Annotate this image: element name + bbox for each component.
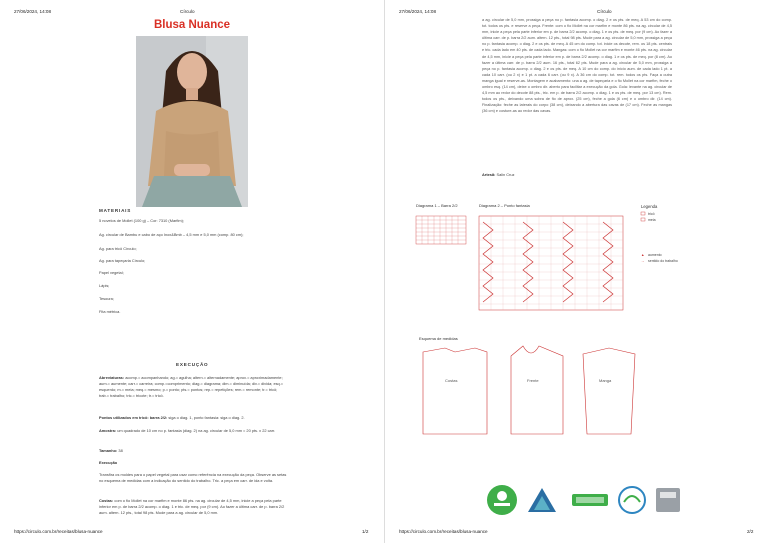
points-label: Pontos utilizados em tricô: barra 2/2: <box>99 415 168 420</box>
material-item: Ag. para tapeçaria Círculo; <box>99 258 146 263</box>
abbreviations <box>99 375 287 399</box>
back-piece <box>99 498 287 522</box>
diagram1-grid <box>416 216 466 244</box>
points-used <box>99 415 287 421</box>
footer-url[interactable]: https://circulo.com.br/receitas/blusa-nuance <box>14 529 103 534</box>
size-text: 38 <box>118 448 123 453</box>
footer-url[interactable]: https://circulo.com.br/receitas/blusa-nuance <box>399 529 488 534</box>
page-number: 2/2 <box>747 529 754 534</box>
execution-heading: EXECUÇÃO <box>176 362 209 367</box>
sample <box>99 428 287 434</box>
artist-name: Salin Cruz <box>496 172 515 177</box>
measurement-schema <box>423 346 635 434</box>
material-item: Ag. circular de Bambu e cabo de aço Inox&Bmb – 4,5 mm e 5,0 mm (comp. 80 cm); <box>99 232 244 237</box>
material-item: Ag. para tricô Círculo; <box>99 246 137 251</box>
artist-credit <box>482 172 514 178</box>
piece-label: Frente <box>527 378 539 383</box>
material-item: 5 novelos de Mollet (100 g) – Cor: 7310 (Marfim); <box>99 218 184 223</box>
materials-heading: MATERIAIS <box>99 208 132 213</box>
instructions-continued: a ag. circular de 5,0 mm, prossiga a peça no p. fantasia acomp. o diag. 2 e os pts. de meq. A 53 cm do comp. tot. todos os pts. e reserve a peça. Frente: com o fio Mollet na cor marfim e monte 86 pts. na ag. circular de 4,5 mm, inicie a peça pela parte inferior em p. de barra 2/2 acomp. o diag. 1 e os pts. de meq. por (9 cm). Ao fazer a última carr. de p. barra 2/2 aum. altern. 12 pts., total 98 pts. Mude para a ag. circular de 5,0 mm, prossiga a peça no p. fantasia acomp. o diag. 2 e os pts. de meq. A 45 cm do comp. tot. inicie os decote, rem. os 18 pts. centrais e tric. cada lado em 40 pts. de cada lado. Mangas: com o fio Mollet na cor marfim e monte 46 pts. na ag. circular de 4,5 mm, inicie a peça pela parte inferior em p. de barra 2/2 acomp. o diag. 1 e os pts. de meq. por (8 cm). Ao fazer a última carr. de p. barra 2/2 aum. 16 pts., total 62 pts. Mude para a ag. circular de 5,0 mm, prossiga a peça no p. fantasia acomp. o diag. 2 e os pts. de meq. A 10 cm do comp. do início aum. de cada lado 1 pt. a cada 10 carr. (ou 2 x) e 1 pt. a cada 6 carr. (ou 9 x). A 36 cm do comp. tot. rem. todos os pts. Faça a outra manga igual e reserve-as. Montagem e acabamento: una a ag. de tapeçaria e o fio Mollet na cor marfim, feche o ombro esq. (14 cm), deixe o ombro dir. aberto para facilitar a execução da gola. Gola: levante na ag. circular de 4,5 mm ao redor do decote 88 pts., tric. em p. de barra 2/2 acomp. o diag. 1 e os pts. de meq. por 13 cm). Rem. todos os pts., deixando uma sobra de fio de aprox. (25 cm), feche a gola (6 cm) e o ombro dir. (14 cm). Finalização: feche as laterais do corpo (38 cm), deixando a abertura das cavas de (17 cm). Feche as mangas (36 cm) e costure-as ao redor das cavas. <box>482 18 672 114</box>
diagram1-title: Diagrama 1 – Barra 2/2 <box>416 203 458 208</box>
triangle-logo-icon <box>528 488 556 512</box>
execution-subheading: Execução <box>99 460 118 465</box>
material-item: Papel vegetal; <box>99 270 124 275</box>
sample-label: Amostra: <box>99 428 117 433</box>
diagram-area <box>413 202 753 442</box>
print-date: 27/06/2024, 14:08 <box>14 9 52 14</box>
page-title: Blusa Nuance <box>153 19 231 31</box>
artist-label: Artesã: <box>482 172 496 177</box>
blue-circle-logo-icon <box>619 487 645 513</box>
legend-item: sentido do trabalho <box>648 259 678 263</box>
gray-square-logo-icon <box>656 488 680 512</box>
piece-label: Costas <box>445 378 458 383</box>
material-item: Tesoura; <box>99 296 114 301</box>
back-label: Costas: <box>99 498 114 503</box>
material-item: Fita métrica. <box>99 309 121 314</box>
page-number: 1/2 <box>362 529 369 534</box>
execution-text: Transfira os moldes para o papel vegetal para usar como referência na execução da peça. Observe as setas no esquema de medidas com a indicação do sentido do trabalho. Tric. a peça em carr. de ida e volta. <box>99 472 287 483</box>
diagram2-title: Diagrama 2 – Ponto fantasia <box>479 203 530 208</box>
partner-logos <box>480 480 700 520</box>
size-label: Tamanho: <box>99 448 118 453</box>
sample-text: um quadrado de 10 cm no p. fantasia (diag. 2) na ag. circular de 5,0 mm = 20 pts. x 22 carr. <box>117 428 276 433</box>
legend-item: aumento <box>648 253 662 257</box>
print-site: Círculo <box>597 9 612 14</box>
svg-text:▲: ▲ <box>641 253 645 257</box>
legend-item: tricô <box>648 212 655 216</box>
diagram2-grid <box>479 216 623 310</box>
piece-label: Manga <box>599 378 612 383</box>
print-date: 27/06/2024, 14:08 <box>399 9 437 14</box>
svg-text:→: → <box>641 259 645 263</box>
product-photo <box>136 36 248 207</box>
abbrev-text: acomp.= acompanhando; ag.= agulha; altern.= alternadamente; aprox.= aproximadamente; aum.= aumente; carr.= carreira; comp.=comprimento; diag.= diagrama; dim.= diminuída; div.= divida; esq.= esquerdo; m.= meia; meq.= mesmo; p.= ponto; pts.= pontos; rep.= repetições; rem.= remonte; tr.= tricô; trab.= trabalho; tric.= tricote; tr.= tricô. <box>99 375 284 398</box>
print-site: Círculo <box>180 9 195 14</box>
points-text: siga o diag. 1, ponto fantasia: siga o diag. 2. <box>168 415 245 420</box>
legend-title: Legenda <box>641 204 658 209</box>
size <box>99 448 123 454</box>
material-item: Lápis; <box>99 283 110 288</box>
green-round-logo-icon <box>487 485 517 515</box>
legend <box>641 212 678 263</box>
green-badge-icon <box>572 494 608 506</box>
back-text: com o fio Mollet na cor marfim e monte 86 pts. na ag. circular de 4,5 mm, inicie a peça pela parte inferior em p. de barra 2/2 acomp. o diag. 1 e tric. de meq. por (9 cm). Ao fazer a última carr. de p. barra 2/2 aum. altern. 12 pts., total 98 pts. Mude para a ag. circular de 5,0 mm. <box>99 498 285 515</box>
legend-item: meia <box>648 218 656 222</box>
abbrev-label: Abreviaturas: <box>99 375 125 380</box>
schema-title: Esquema de medidas <box>419 336 458 341</box>
